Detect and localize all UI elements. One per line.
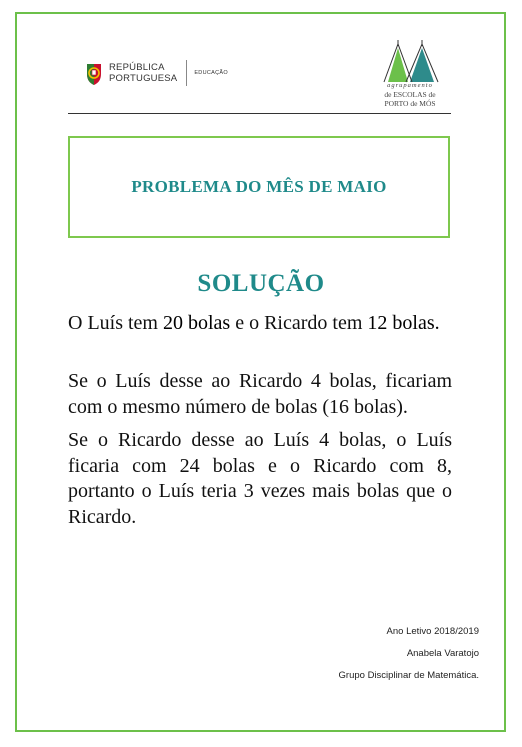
p1-highlight-luis: 20 bolas bbox=[163, 312, 231, 334]
ae-line-3: PORTO de MÓS bbox=[384, 99, 436, 108]
solution-paragraph-3: Se o Ricardo desse ao Luís 4 bolas, o Luís ficaria com 24 bolas e o Ricardo com 8, portanto o Luís teria 3 vezes mais bolas que o Ricardo. bbox=[68, 429, 452, 528]
footer-school-year: Ano Letivo 2018/2019 bbox=[386, 626, 479, 637]
footer-author: Anabela Varatojo bbox=[406, 648, 479, 659]
ae-line-2: de ESCOLAS de bbox=[384, 90, 436, 99]
ae-line-1: agrupamento bbox=[387, 82, 433, 89]
educacao-label: EDUCAÇÃO bbox=[194, 70, 228, 76]
p1-highlight-ricardo: 12 bolas. bbox=[367, 312, 440, 334]
republica-portuguesa-text bbox=[109, 62, 177, 84]
p1-text-c: e o Ricardo tem bbox=[230, 312, 368, 334]
title-box bbox=[68, 136, 450, 238]
document-header bbox=[80, 38, 446, 110]
logo-divider bbox=[186, 60, 187, 86]
header-divider bbox=[68, 113, 451, 114]
p1-text-a: O Luís tem bbox=[68, 312, 163, 334]
agrupamento-escolas-logo bbox=[374, 38, 446, 110]
rp-line-1: REPÚBLICA bbox=[109, 62, 165, 73]
solution-heading: SOLUÇÃO bbox=[197, 270, 325, 297]
solution-paragraph-2: Se o Luís desse ao Ricardo 4 bolas, ficariam com o mesmo número de bolas (16 bolas). bbox=[68, 370, 452, 418]
rp-line-2: PORTUGUESA bbox=[109, 73, 178, 84]
solution-paragraph-1 bbox=[68, 311, 452, 337]
footer-group: Grupo Disciplinar de Matemática. bbox=[338, 670, 479, 681]
republica-portuguesa-logo bbox=[83, 60, 228, 86]
portugal-emblem-icon bbox=[83, 60, 105, 86]
page-title: PROBLEMA DO MÊS DE MAIO bbox=[131, 177, 387, 196]
